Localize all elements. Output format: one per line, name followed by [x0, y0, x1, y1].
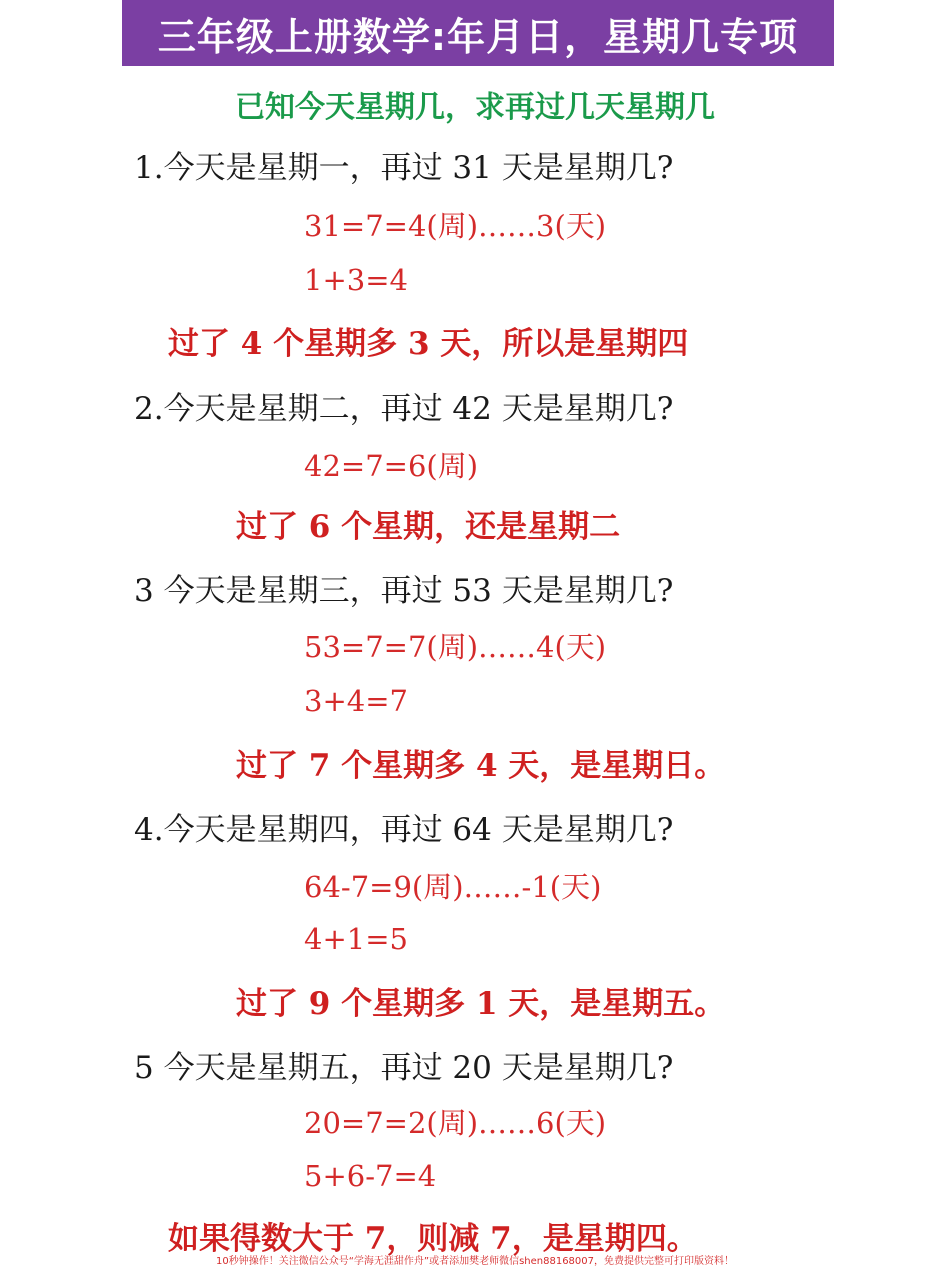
calc-3a: 53=7=7(周)……4(天)	[304, 630, 607, 664]
calc-4a: 64-7=9(周)……-1(天)	[304, 870, 602, 904]
footer-note: 10秒钟操作！关注微信公众号“学海无涯甜作舟”或者添加樊老师微信shen88168007，免费提供完整可打印版资料！	[215, 1256, 735, 1267]
calc-5a: 20=7=2(周)……6(天)	[304, 1106, 607, 1140]
page-subtitle: 已知今天星期几，求再过几天星期几	[235, 90, 715, 125]
question-1: 1.今天是星期一，再过 31 天是星期几?	[134, 150, 674, 186]
calc-3b: 3+4=7	[304, 684, 408, 718]
calc-2a: 42=7=6(周)	[304, 449, 479, 483]
conclusion-1: 过了 4 个星期多 3 天，所以是星期四	[168, 326, 689, 362]
calc-1b: 1+3=4	[304, 263, 408, 297]
calc-4b: 4+1=5	[304, 922, 408, 956]
conclusion-5: 如果得数大于 7，则减 7，是星期四。	[168, 1221, 698, 1257]
title-banner	[122, 0, 834, 66]
conclusion-4: 过了 9 个星期多 1 天，是星期五。	[236, 986, 726, 1022]
calc-1a: 31=7=4(周)……3(天)	[304, 209, 607, 243]
question-4: 4.今天是星期四，再过 64 天是星期几?	[134, 812, 674, 848]
question-2: 2.今天是星期二，再过 42 天是星期几?	[134, 391, 674, 427]
conclusion-2: 过了 6 个星期，还是星期二	[236, 509, 621, 545]
page-title: 三年级上册数学:年月日，星期几专项	[157, 14, 799, 59]
question-3: 3 今天是星期三，再过 53 天是星期几?	[134, 573, 674, 609]
calc-5b: 5+6-7=4	[304, 1159, 437, 1193]
question-5: 5 今天是星期五，再过 20 天是星期几?	[134, 1050, 674, 1086]
conclusion-3: 过了 7 个星期多 4 天，是星期日。	[236, 748, 726, 784]
